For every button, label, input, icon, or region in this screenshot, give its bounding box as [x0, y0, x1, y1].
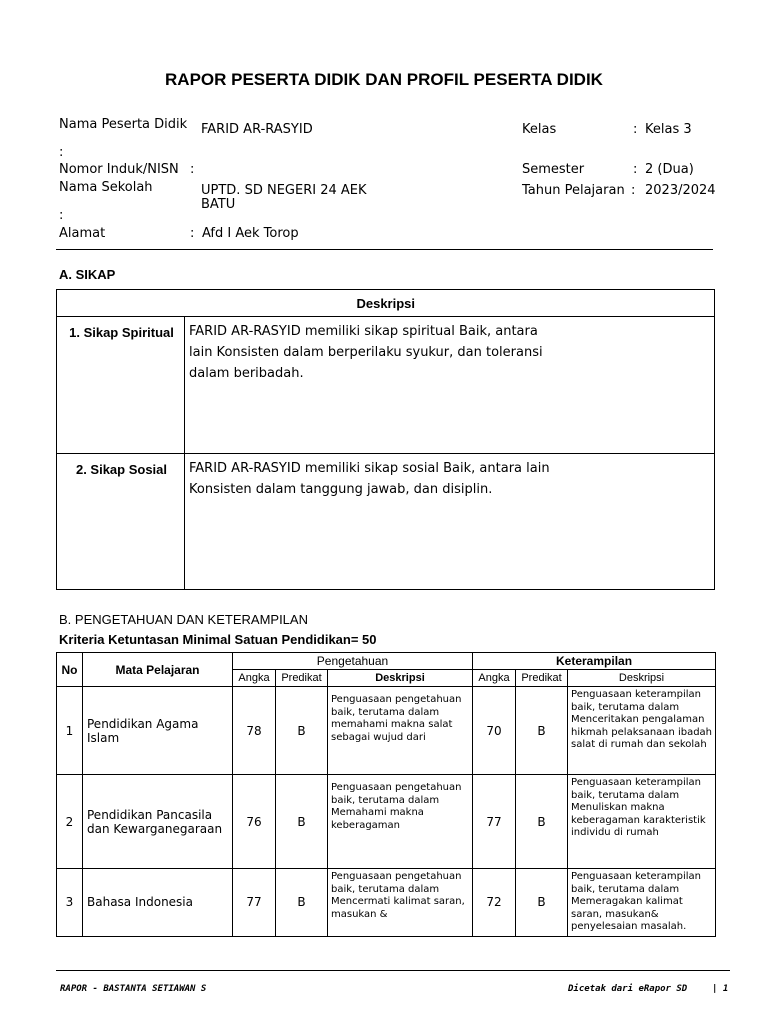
kelas-colon: : [633, 122, 638, 137]
nilai-table [56, 652, 716, 937]
kkm-label: Kriteria Ketuntasan Minimal Satuan Pendidikan= 50 [59, 632, 377, 647]
sikap-header-deskripsi: Deskripsi [185, 290, 715, 317]
col-k-predikat-header: Predikat [516, 670, 568, 687]
col-no-header: No [57, 653, 83, 687]
row-no: 2 [57, 775, 83, 869]
semester-value: 2 (Dua) [645, 162, 694, 177]
row-k-deskripsi: Penguasaan keterampilan baik, terutama dalam Memeragakan kalimat saran, masukan& penyelesaian masalah. [568, 869, 716, 937]
sikap-table [56, 289, 715, 590]
row-k-predikat: B [516, 869, 568, 937]
table-row [57, 869, 716, 937]
row-k-angka: 77 [473, 775, 516, 869]
tahun-colon: : [631, 183, 636, 198]
col-pengetahuan-header: Pengetahuan [233, 653, 473, 670]
row-p-deskripsi: Penguasaan pengetahuan baik, terutama dalam Mencermati kalimat saran, masukan & [328, 869, 473, 937]
row-p-angka: 78 [233, 687, 276, 775]
row-k-angka: 70 [473, 687, 516, 775]
info-divider [56, 249, 713, 250]
row-mapel: Pendidikan Pancasila dan Kewarganegaraan [83, 775, 233, 869]
table-row [57, 687, 716, 775]
col-p-predikat-header: Predikat [276, 670, 328, 687]
row-p-predikat: B [276, 869, 328, 937]
row-p-angka: 76 [233, 775, 276, 869]
alamat-label: Alamat [59, 226, 106, 241]
kelas-label: Kelas [522, 122, 557, 137]
tahun-label: Tahun Pelajaran [522, 183, 625, 198]
sikap-sosial-label: 2. Sikap Sosial [57, 454, 185, 590]
page-title: RAPOR PESERTA DIDIK DAN PROFIL PESERTA DIDIK [165, 70, 603, 89]
kelas-value: Kelas 3 [645, 122, 692, 137]
col-p-deskripsi-header: Deskripsi [328, 670, 473, 687]
col-p-angka-header: Angka [233, 670, 276, 687]
semester-label: Semester [522, 162, 585, 177]
sikap-sosial-description: FARID AR-RASYID memiliki sikap sosial Baik, antara lain Konsisten dalam tanggung jawab, dan disiplin. [185, 454, 715, 590]
nama-colon: : [59, 145, 64, 160]
sikap-section-title: A. SIKAP [59, 267, 116, 282]
row-p-deskripsi: Penguasaan pengetahuan baik, terutama dalam memahami makna salat sebagai wujud dari [328, 687, 473, 775]
row-p-predikat: B [276, 687, 328, 775]
alamat-colon: : [190, 226, 195, 241]
sikap-spiritual-label: 1. Sikap Spiritual [57, 317, 185, 454]
footer-right-text: Dicetak dari eRapor SD [568, 984, 688, 994]
row-p-angka: 77 [233, 869, 276, 937]
col-k-angka-header: Angka [473, 670, 516, 687]
row-mapel: Pendidikan Agama Islam [83, 687, 233, 775]
sekolah-value-line1: UPTD. SD NEGERI 24 AEK [201, 183, 367, 198]
footer-divider [56, 970, 730, 971]
row-k-deskripsi: Penguasaan keterampilan baik, terutama dalam Menuliskan makna keberagaman karakteristik individu di rumah [568, 775, 716, 869]
footer-page-number: | 1 [712, 984, 729, 994]
row-k-predikat: B [516, 687, 568, 775]
nama-label: Nama Peserta Didik [59, 117, 188, 132]
alamat-value: Afd I Aek Torop [202, 226, 299, 241]
row-p-predikat: B [276, 775, 328, 869]
row-mapel: Bahasa Indonesia [83, 869, 233, 937]
row-k-deskripsi: Penguasaan keterampilan baik, terutama dalam Menceritakan pengalaman hikmah pelaksanaan ibadah salat di rumah dan sekolah [568, 687, 716, 775]
col-keterampilan-header: Keterampilan [473, 653, 716, 670]
sekolah-label: Nama Sekolah [59, 180, 153, 195]
pengetahuan-section-title: B. PENGETAHUAN DAN KETERAMPILAN [59, 612, 308, 627]
nisn-label: Nomor Induk/NISN [59, 162, 179, 177]
semester-colon: : [633, 162, 638, 177]
row-k-angka: 72 [473, 869, 516, 937]
sekolah-colon: : [59, 208, 64, 223]
footer-left-text: RAPOR - BASTANTA SETIAWAN S [60, 984, 207, 994]
row-p-deskripsi: Penguasaan pengetahuan baik, terutama dalam Memahami makna keberagaman [328, 775, 473, 869]
sikap-spiritual-description: FARID AR-RASYID memiliki sikap spiritual Baik, antara lain Konsisten dalam berperilaku syukur, dan toleransi dalam beribadah. [185, 317, 715, 454]
sikap-header-empty [57, 290, 185, 317]
nisn-colon: : [190, 162, 195, 177]
row-no: 1 [57, 687, 83, 775]
nama-value: FARID AR-RASYID [201, 122, 313, 137]
col-mapel-header: Mata Pelajaran [83, 653, 233, 687]
row-no: 3 [57, 869, 83, 937]
table-row [57, 775, 716, 869]
tahun-value: 2023/2024 [645, 183, 716, 198]
sekolah-value-line2: BATU [201, 197, 236, 212]
col-k-deskripsi-header: Deskripsi [568, 670, 716, 687]
row-k-predikat: B [516, 775, 568, 869]
